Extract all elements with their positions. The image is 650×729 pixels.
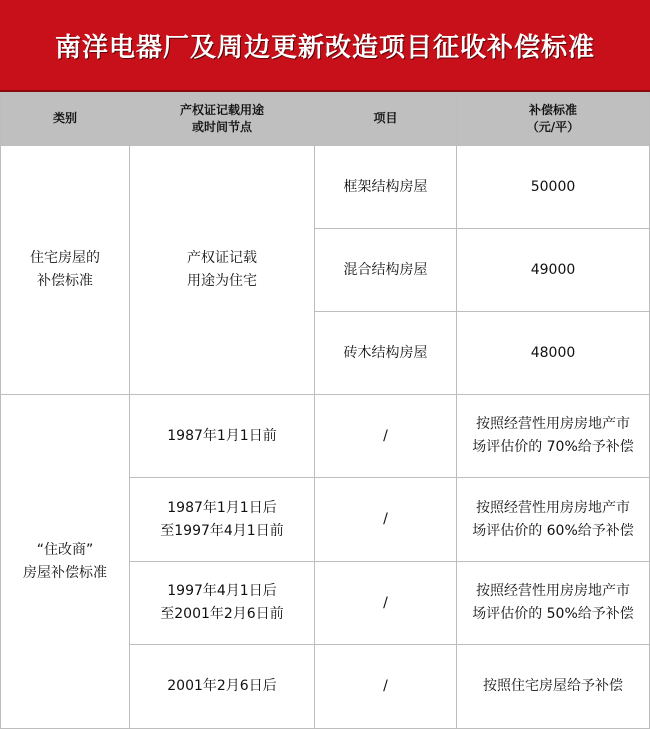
table-row-item: 框架结构房屋: [315, 146, 457, 229]
header-standard: 补偿标准 （元/平）: [457, 92, 649, 146]
table-row-standard: 按照经营性用房房地产市 场评估价的 50%给予补偿: [457, 562, 649, 645]
header-category: 类别: [1, 92, 130, 146]
residential-usage-cell: 产权证记载 用途为住宅: [130, 146, 315, 395]
page-title: 南洋电器厂及周边更新改造项目征收补偿标准: [54, 32, 595, 63]
table-row-time: 1987年1月1日前: [130, 395, 315, 478]
table-row-item: 砖木结构房屋: [315, 312, 457, 395]
table-row-standard: 48000: [457, 312, 649, 395]
table-row-standard: 49000: [457, 229, 649, 312]
title-banner: [0, 0, 650, 92]
table-row-time: 1997年4月1日后 至2001年2月6日前: [130, 562, 315, 645]
header-usage: 产权证记载用途 或时间节点: [130, 92, 315, 146]
compensation-table: [0, 92, 650, 729]
table-row-standard: 50000: [457, 146, 649, 229]
table-row-item: 混合结构房屋: [315, 229, 457, 312]
table-row-item: /: [315, 395, 457, 478]
residential-category-cell: 住宅房屋的 补偿标准: [1, 146, 130, 395]
header-item: 项目: [315, 92, 457, 146]
table-row-time: 2001年2月6日后: [130, 645, 315, 728]
table-row-item: /: [315, 562, 457, 645]
table-row-item: /: [315, 478, 457, 562]
table-row-time: 1987年1月1日后 至1997年4月1日前: [130, 478, 315, 562]
table-row-standard: 按照住宅房屋给予补偿: [483, 678, 623, 694]
table-row-standard: 按照经营性用房房地产市 场评估价的 70%给予补偿: [457, 395, 649, 478]
table-row-item: /: [315, 645, 457, 728]
table-row-standard: 按照经营性用房房地产市 场评估价的 60%给予补偿: [457, 478, 649, 562]
commercial-category-cell: “住改商” 房屋补偿标准: [1, 395, 130, 728]
